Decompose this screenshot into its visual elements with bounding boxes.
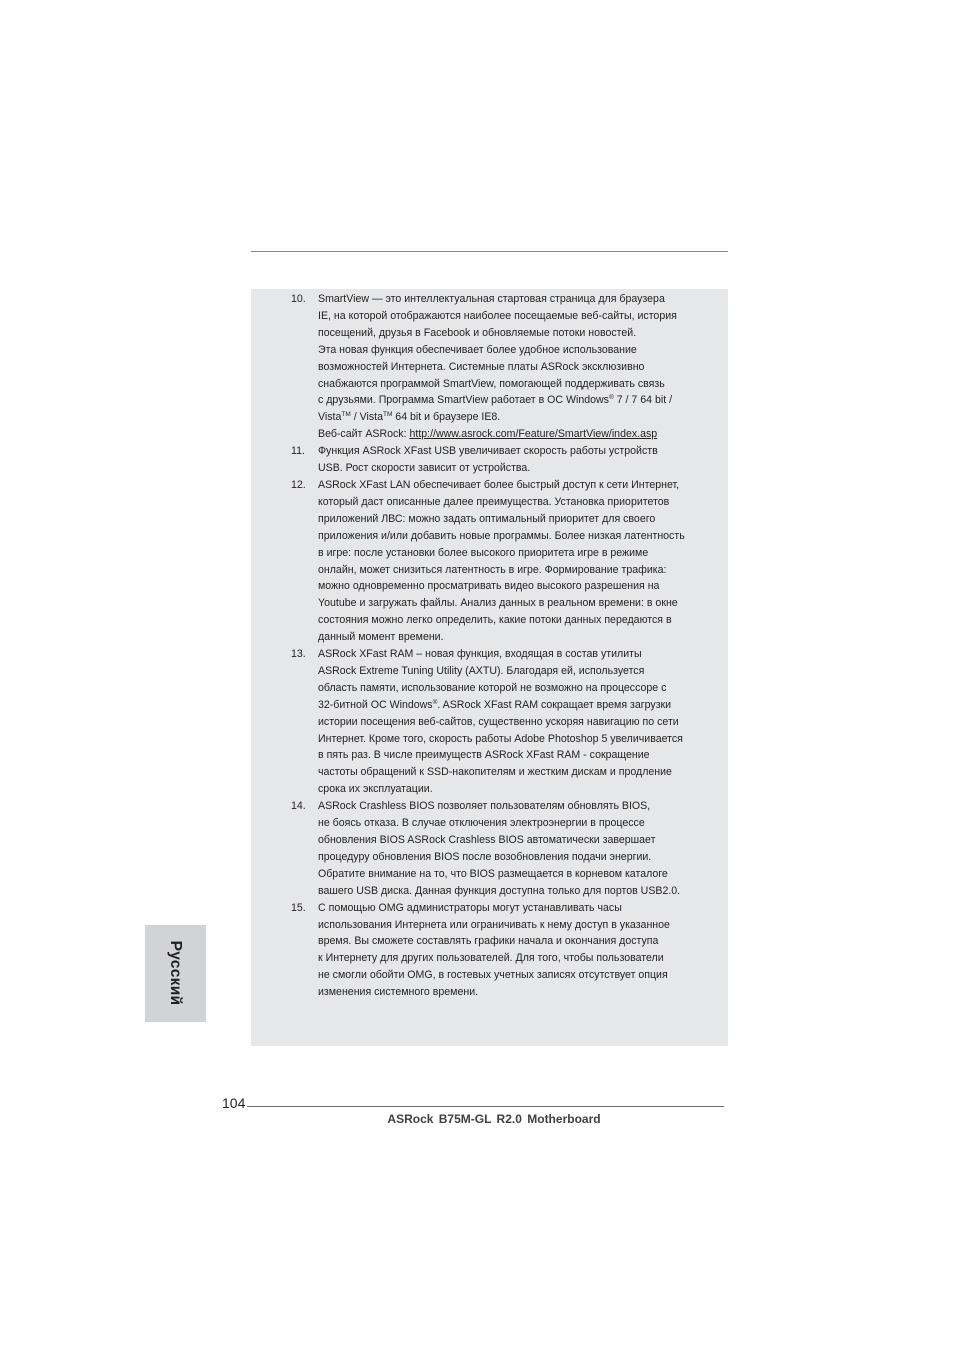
list-item-15 [251, 900, 728, 1001]
item-line: обновления BIOS ASRock Crashless BIOS автоматически завершает [318, 834, 656, 846]
top-divider [251, 251, 728, 252]
item-line: с друзьями. Программа SmartView работает в ОС Windows® 7 / 7 64 bit / [318, 394, 673, 407]
item-line: который даст описанные далее преимущества. Установка приоритетов [318, 495, 670, 508]
item-number: 10. [291, 293, 306, 305]
registered-mark: ® [432, 698, 438, 706]
item-line: IE, на которой отображаются наиболее посещаемые веб-сайты, история [318, 309, 677, 322]
item-line: приложения и/или добавить новые программы. Более низкая латентность [318, 529, 685, 542]
item-line: Эта новая функция обеспечивает более удобное использование [318, 343, 637, 356]
item-line: ASRock XFast LAN обеспечивает более быстрый доступ к сети Интернет, [318, 478, 680, 491]
registered-mark: ® [608, 394, 614, 402]
item-line: к Интернету для других пользователей. Для того, чтобы пользователи [318, 952, 664, 965]
item-line: ASRock Extreme Tuning Utility (AXTU). Благодаря ей, используется [318, 664, 645, 677]
page-number: 104 [222, 1095, 246, 1111]
trademark-mark: TM [341, 411, 351, 419]
features-content-panel [251, 289, 728, 1046]
item-number: 11. [291, 445, 305, 458]
list-item-12 [251, 477, 728, 646]
item-line: посещений, друзья в Facebook и обновляемые потоки новостей. [318, 326, 637, 339]
item-number: 15. [291, 901, 306, 914]
item-line: в игре: после установки более высокого приоритета игре в режиме [318, 546, 649, 559]
list-item-10 [251, 291, 728, 443]
website-label: Веб-сайт ASRock: [318, 428, 410, 441]
item-line: возможностей Интернета. Системные платы ASRock эксклюзивно [318, 360, 645, 373]
item-line: область памяти, использование которой не возможно на процессоре с [318, 681, 667, 694]
list-item-14 [251, 798, 728, 899]
list-item-13 [251, 646, 728, 798]
item-line: не смогли обойти OMG, в гостевых учетных записях отсутствует опция [318, 969, 668, 982]
item-line: не боясь отказа. В случае отключения электроэнергии в процессе [318, 817, 645, 830]
item-line: Обратите внимание на то, что BIOS размещается в корневом каталоге [318, 867, 668, 880]
item-line: частоты обращений к SSD-накопителям и жестким дискам и продление [318, 766, 672, 779]
item-line: приложений ЛВС: можно задать оптимальный приоритет для своего [318, 512, 656, 525]
footer-divider [247, 1106, 724, 1107]
footer-title: ASRock B75M-GL R2.0 Motherboard [387, 1112, 601, 1126]
item-line: USB. Рост скорости зависит от устройства. [318, 462, 531, 475]
item-line: онлайн, может снизиться латентность в игре. Формирование трафика: [318, 563, 667, 576]
item-line: можно одновременно просматривать видео высокого разрешения на [318, 580, 660, 593]
language-label: Русский [167, 940, 184, 1006]
item-number: 13. [291, 648, 306, 661]
item-line: Интернет. Кроме того, скорость работы Adobe Photoshop 5 увеличивается [318, 732, 683, 745]
item-line: ASRock XFast RAM – новая функция, входящая в состав утилиты [318, 648, 642, 661]
item-line: С помощью OMG администраторы могут устанавливать часы [318, 901, 622, 914]
item-line: изменения системного времени. [318, 986, 479, 999]
item-line: процедуру обновления BIOS после возобновления подачи энергии. [318, 850, 652, 863]
item-line: вашего USB диска. Данная функция доступна только для портов USB2.0. [318, 884, 681, 897]
item-line: данный момент времени. [318, 631, 444, 644]
language-side-tab [145, 925, 206, 1022]
item-line: SmartView — это интеллектуальная стартовая страница для браузера [318, 293, 665, 305]
item-line: время. Вы сможете составлять графики начала и окончания доступа [318, 935, 659, 948]
item-number: 12. [291, 478, 306, 491]
item-line [318, 426, 714, 443]
item-line: использования Интернета или ограничивать к нему доступ в указанное [318, 918, 670, 931]
item-line: Vista™ / Vista™ 64 bit и браузере IE8. [318, 411, 501, 424]
feature-list [251, 291, 728, 1001]
item-line: истории посещения веб-сайтов, существенно ускоряя навигацию по сети [318, 715, 679, 728]
trademark-mark: TM [382, 411, 393, 419]
item-line: срока их эксплуатации. [318, 783, 433, 796]
item-line: Youtube и загружать файлы. Анализ данных в реальном времени: в окне [318, 597, 678, 610]
item-line: снабжаются программой SmartView, помогающей поддерживать связь [318, 377, 665, 390]
item-line: 32-битной ОС Windows®. ASRock XFast RAM сокращает время загрузки [318, 698, 672, 711]
item-number: 14. [291, 800, 306, 813]
list-item-11 [251, 443, 728, 477]
item-line: в пять раз. В числе преимуществ ASRock XFast RAM - сокращение [318, 749, 650, 762]
item-line: Функция ASRock XFast USB увеличивает скорость работы устройств [318, 445, 658, 458]
item-line: состояния можно легко определить, какие потоки данных передаются в [318, 614, 672, 627]
smartview-website-link[interactable]: http://www.asrock.com/Feature/SmartView/index.asp [409, 428, 658, 441]
item-line: ASRock Crashless BIOS позволяет пользователям обновлять BIOS, [318, 800, 651, 813]
